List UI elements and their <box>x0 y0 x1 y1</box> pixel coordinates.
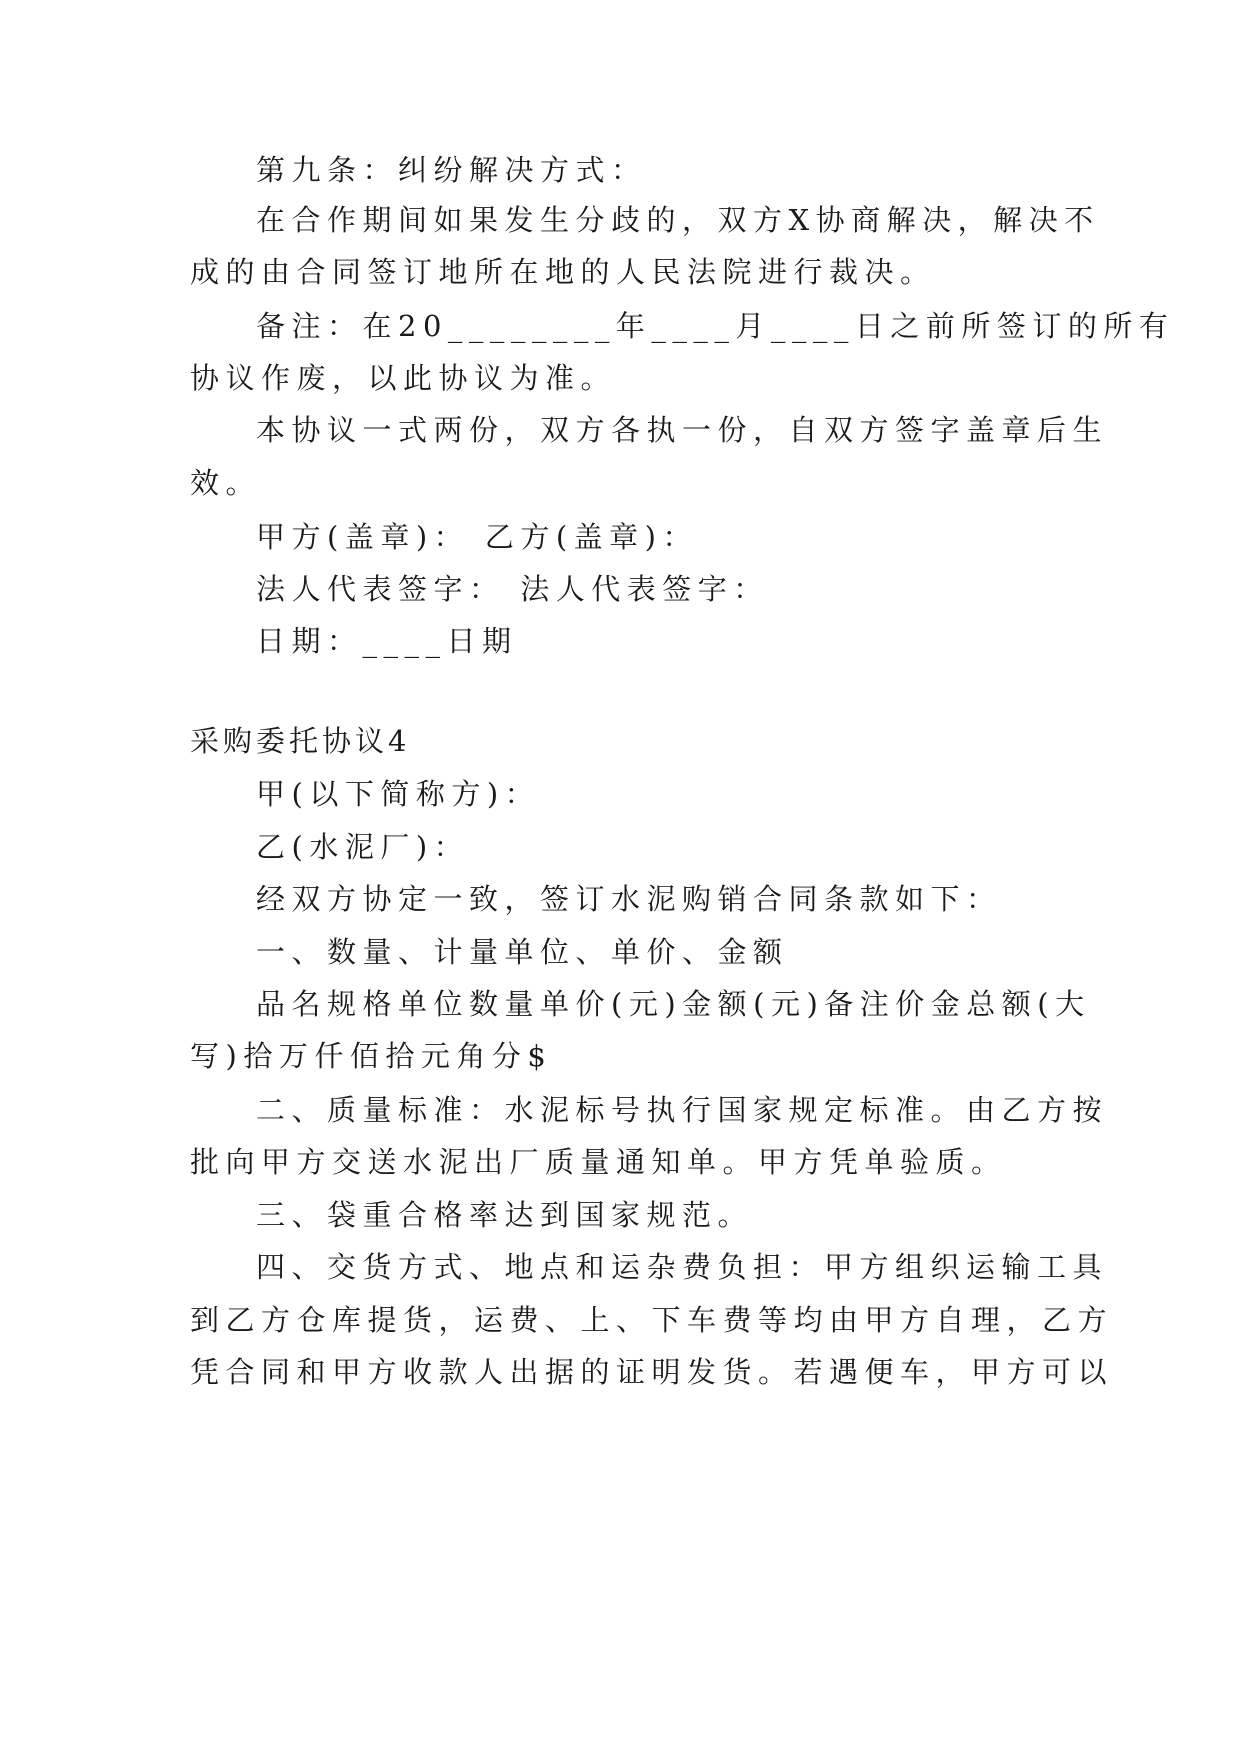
party-b-line: 乙(水泥厂)： <box>256 830 470 864</box>
note-line-1: 备注：在20________年____月____日之前所签订的所有 <box>256 309 1175 343</box>
copies-line-2: 效。 <box>190 466 262 500</box>
section-2-line-1: 二、质量标准：水泥标号执行国家规定标准。由乙方按 <box>256 1093 1109 1127</box>
seal-line: 甲方(盖章)： 乙方(盖章)： <box>256 520 698 554</box>
signature-line: 法人代表签字： 法人代表签字： <box>256 572 769 606</box>
article-9-paragraph-line-1: 在合作期间如果发生分歧的，双方X协商解决，解决不 <box>256 203 1100 237</box>
party-a-line: 甲(以下简称方)： <box>256 777 541 811</box>
section-1-heading: 一、数量、计量单位、单价、金额 <box>256 935 789 969</box>
section-4-line-1: 四、交货方式、地点和运杂费负担：甲方组织运输工具 <box>256 1250 1109 1284</box>
section-3-line: 三、袋重合格率达到国家规范。 <box>256 1198 754 1232</box>
agreement-4-title: 采购委托协议4 <box>190 724 411 758</box>
article-9-heading: 第九条：纠纷解决方式： <box>256 153 647 187</box>
intro-line: 经双方协定一致，签订水泥购销合同条款如下： <box>256 882 1002 916</box>
section-4-line-3: 凭合同和甲方收款人出据的证明发货。若遇便车，甲方可以 <box>190 1355 1114 1389</box>
section-4-line-2: 到乙方仓库提货，运费、上、下车费等均由甲方自理，乙方 <box>190 1303 1114 1337</box>
section-1-line-2: 写)拾万仟佰拾元角分$ <box>190 1039 553 1073</box>
copies-line-1: 本协议一式两份，双方各执一份，自双方签字盖章后生 <box>256 413 1109 447</box>
article-9-paragraph-line-2: 成的由合同签订地所在地的人民法院进行裁决。 <box>190 255 936 289</box>
section-2-line-2: 批向甲方交送水泥出厂质量通知单。甲方凭单验质。 <box>190 1145 1007 1179</box>
section-1-line-1: 品名规格单位数量单价(元)金额(元)备注价金总额(大 <box>256 987 1091 1021</box>
date-line: 日期：____日期 <box>256 624 518 658</box>
note-line-2: 协议作废，以此协议为准。 <box>190 361 617 395</box>
